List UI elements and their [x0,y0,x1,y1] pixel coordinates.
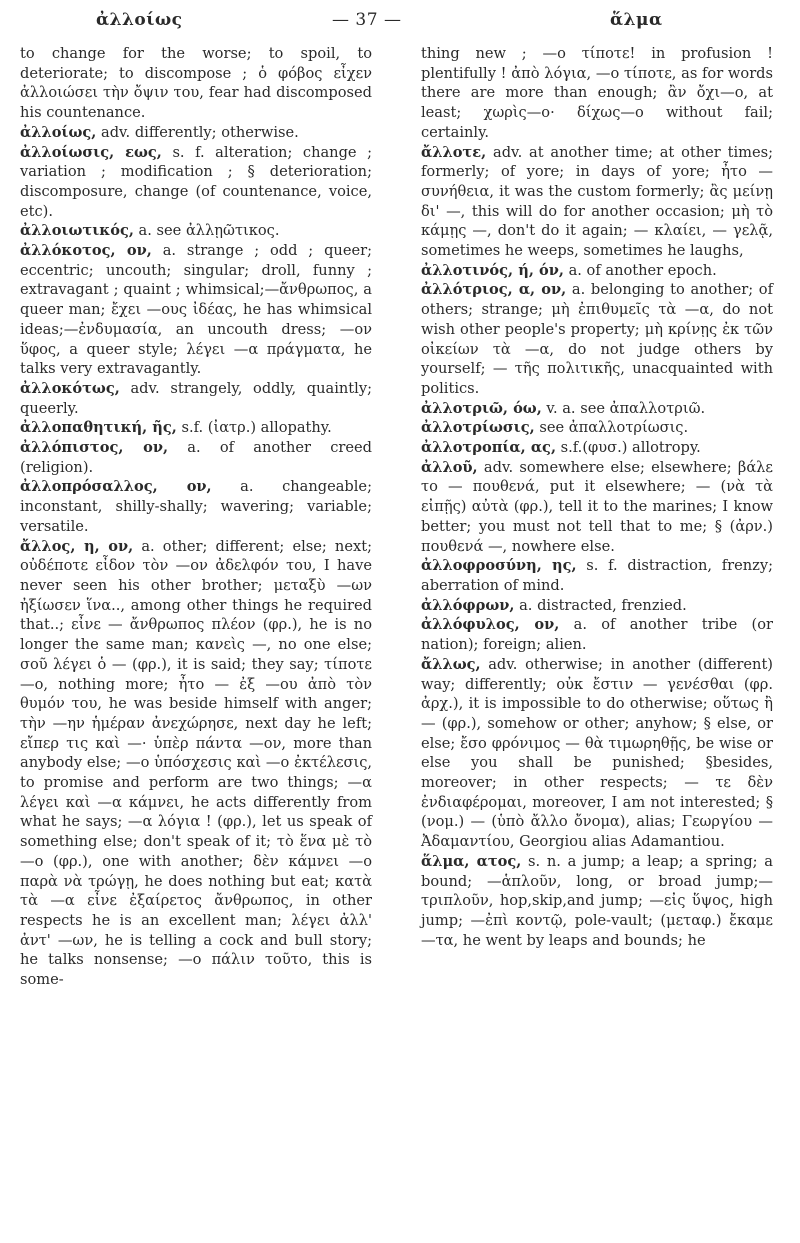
dictionary-entry [421,438,773,458]
dictionary-entry [421,261,773,281]
entry-headword: ἀλλόφρων, [421,596,515,614]
entry-definition: a. of another creed (religion). [20,439,372,476]
entry-headword: ἀλλότριος, α, ον, [421,281,567,299]
entry-headword: ἀλλοπαθητική, ῆς, [20,419,177,437]
dictionary-entry [20,477,372,536]
entry-headword: ἀλλοιωτικός, [20,222,134,240]
entry-headword: ἀλλοίωσις, εως, [20,143,162,161]
entry-definition: adv. otherwise; in another (different) way; differently; οὐκ ἔστιν — γενέσθαι (φρ. ἀρχ.), it is impossible to do otherwise; οὕτως ἢ — (φρ.), somehow or other; anyhow; § else, or else; ἔσο φρόνιμος — θὰ τιμωρηθῇς, be wise or else you shall be punished; §besides, moreover; in other respects; — τε δὲν ἐνδιαφέρομαι, moreover, I am not interested; § (νομ.) — (ὑπὸ ἄλλο ὄνομα), alias; Γεωργίου — Ἀδαμαντίου, Georgiou alias Adamantiou. [421,655,773,851]
entry-definition: a. see ἀλλῃῶτικος. [133,222,280,240]
header-left-guideword: ἀλλοίως [96,10,183,30]
entry-definition: s.f.(φυσ.) allotropy. [556,439,701,457]
entry-definition: v. a. see ἀπαλλοτριῶ. [541,399,706,417]
dictionary-entry [20,221,372,241]
entry-definition: to change for the worse; to spoil, to deteriorate; to discompose ; ὁ φόβος εἶχεν ἀλλοιώσει τὴν ὄψιν του, fear had discomposed his countenance. [20,45,372,122]
entry-definition: adv. somewhere else; elsewhere; βάλε το — πουθενά, put it elsewhere; — (νὰ τὰ εἰπῇς) αὐτὰ (φρ.), tell it to the marines; I know better; you must not tell that to me; § (ἀρν.) πουθενά —, nowhere else. [421,458,773,555]
entry-headword: ἀλλοφροσύνη, ης, [421,557,577,575]
dictionary-entry [421,615,773,654]
dictionary-entry [421,418,773,438]
entry-definition: s.f. (ἰατρ.) allopathy. [176,419,332,437]
dictionary-entry [421,458,773,557]
entry-definition: thing new ; —ο τίποτε! in profusion ! plentifully ! ἀπὸ λόγια, —ο τίποτε, as for words there are more than enough; ἂν ὄχι—ο, at least; χωρὶς—ο· δίχως—ο without fail; certainly. [421,45,773,141]
entry-definition: adv. differently; otherwise. [96,123,299,141]
entry-definition: a. other; different; else; next; οὐδέποτε εἶδον τὸν —ον ἀδελφόν του, I have never seen his other brother; μεταξὺ —ων ἠξίωσεν ἵνα.., among other things he required that..; εἶνε — ἄνθρωπος πλέον (φρ.), he is no longer the same man; κανεὶς —, no one else; σοῦ λέγει ὁ — (φρ.), it is said; they say; τίποτε—ο, nothing more; ἦτο — ἐξ —ου ἀπὸ τὸν θυμόν του, he was beside himself with anger; τὴν —ην ἡμέραν ἀνεχώρησε, next day he left; εἴπερ τις καὶ —· ὑπὲρ πάντα —ον, more than anybody else; —ο ὑπόσχεσις καὶ —ο ἐκτέλεσις, to promise and perform are two things; —α λέγει καὶ —α κάμνει, he acts differently from what he says; —α λόγια ! (φρ.), let us speak of something else; don't speak of it; τὸ ἕνα μὲ τὸ—ο (φρ.), one with another; δὲν κάμνει —ο παρὰ νὰ τρώγῃ, he does nothing but eat; κατὰ τὰ —α εἶνε ἐξαίρετος ἄνθρωπος, in other respects he is an excellent man; λέγει ἀλλ' ἀντ' —ων, he is telling a cock and bull story; he talks nonsense; —ο πάλιν τοῦτο, this is some- [20,537,372,989]
entry-definition: adv. at another time; at other times; formerly; of yore; in days of yore; ἦτο — συνήθεια, it was the custom formerly; ἂς μείνῃ δι' —, this will do for another occasion; μὴ τὸ κάμῃς —, don't do it again; — κλαίει, — γελᾷ, sometimes he weeps, sometimes he laughs, [421,143,773,260]
dictionary-entry [421,852,773,951]
entry-definition: s. f. distraction, frenzy; aberration of mind. [421,557,773,594]
entry-headword: ἀλλοτινός, ή, όν, [421,261,564,279]
entry-definition: a. strange ; odd ; queer; eccentric; uncouth; singular; droll, funny ; extravagant ; quaint ; whimsical;—ἄνθρωπος, a queer man; ἔχει —ους ἰδέας, he has whimsical ideas;—ἐνδυμασία, an uncouth dress; —ον ὕφος, a queer style; λέγει —α πράγματα, he talks very extravagantly. [20,242,372,378]
dictionary-entry [20,379,372,418]
entry-headword: ἅλμα, ατος, [421,852,522,870]
entry-definition: a. belonging to another; of others; strange; μὴ ἐπιθυμεῖς τὰ —α, do not wish other people's property; μὴ κρίνῃς ἐκ τῶν οἰκείων τὰ —α, do not judge others by yourself; — τῆς πολιτικῆς, unacquainted with politics. [421,281,773,397]
dictionary-entry [421,556,773,595]
dictionary-entry [421,44,773,143]
entry-headword: ἀλλοτροπία, ας, [421,439,557,457]
dictionary-entry [20,438,372,477]
entry-definition: adv. strangely, oddly, quaintly; queerly. [20,379,372,417]
entry-headword: ἀλλοῦ, [421,458,478,476]
entry-headword: ἄλλος, η, ον, [20,537,134,555]
dictionary-entry [421,280,773,398]
entry-headword: ἄλλως, [421,655,481,673]
entry-definition: s. n. a jump; a leap; a spring; a bound; —ἁπλοῦν, long, or broad jump;—τριπλοῦν, hop,skip,and jump; —εἰς ὕψος, high jump; —ἐπὶ κοντῷ, pole-vault; (μεταφ.) ἔκαμε—τα, he went by leaps and bounds; he [421,852,773,949]
dictionary-entry [20,241,372,379]
entry-headword: ἄλλοτε, [421,143,487,161]
entry-headword: ἀλλόφυλος, ον, [421,616,560,634]
entry-headword: ἀλλόπιστος, ον, [20,439,169,457]
entry-definition: a. of another tribe (or nation); foreign; alien. [421,616,773,654]
entry-definition: a. of another epoch. [563,261,717,279]
entry-definition: a. changeable; inconstant, shilly-shally; wavering; variable; versatile. [20,478,372,535]
dictionary-entry [20,123,372,143]
left-column [20,44,372,990]
dictionary-entry [20,44,372,123]
entry-definition: see ἀπαλλοτρίωσις. [534,419,689,437]
dictionary-entry [421,143,773,261]
entry-headword: ἀλλοκότως, [20,379,120,397]
dictionary-entry [20,537,372,990]
page-number: — 37 — [332,10,402,30]
dictionary-entry [421,596,773,616]
entry-definition: s. f. alteration; change ; variation ; modification ; § deterioration; discomposure, change (of countenance, voice, etc). [20,143,373,220]
entry-headword: ἀλλόκοτος, ον, [20,242,152,260]
page-header [0,6,800,42]
header-right-guideword: ἅλμα [610,10,663,30]
dictionary-entry [20,143,372,222]
entry-headword: ἀλλοίως, [20,123,97,141]
dictionary-entry [20,418,372,438]
entry-headword: ἀλλοπρόσαλλος, ον, [20,478,212,496]
right-column [421,44,773,950]
dictionary-entry [421,399,773,419]
dictionary-entry [421,655,773,852]
entry-headword: ἀλλοτριῶ, όω, [421,399,542,417]
entry-definition: a. distracted, frenzied. [514,596,687,614]
entry-headword: ἀλλοτρίωσις, [421,419,535,437]
